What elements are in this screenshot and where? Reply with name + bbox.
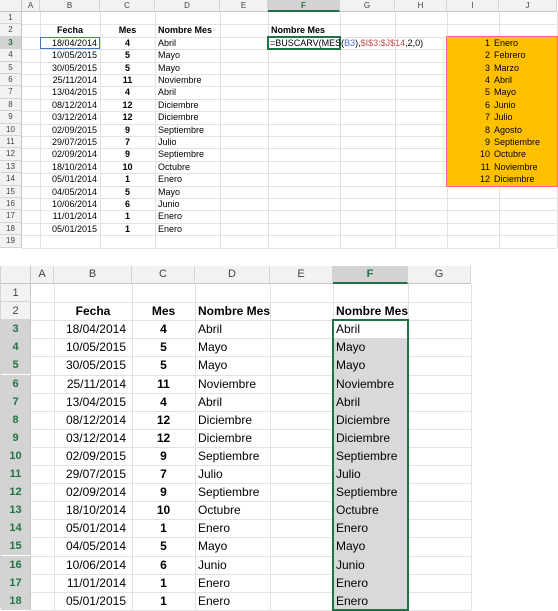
cell-fecha[interactable]: 04/05/2014 [51,186,97,197]
cell-fecha[interactable]: 10/06/2014 [65,557,126,572]
cell-mes[interactable]: 9 [160,448,167,463]
cell-mes[interactable]: 12 [156,412,171,427]
lookup-month-name[interactable]: Julio [494,112,513,123]
row-header-13[interactable]: 13 [1,501,31,519]
column-header-a[interactable]: A [22,0,40,12]
cell-nombre-mes[interactable]: Mayo [198,340,228,355]
cell-nombre-mes[interactable]: Diciembre [198,412,253,427]
cell-fecha[interactable]: 05/01/2015 [65,593,126,608]
lookup-month-number[interactable]: 10 [479,149,490,160]
lookup-month-name[interactable]: Marzo [494,62,520,73]
formula-part: $I$3:$J$14 [360,37,406,48]
header-nombre-mes[interactable]: Nombre Mes [198,304,271,319]
cell-nombre-mes[interactable]: Enero [158,174,183,185]
cell-mes[interactable]: 12 [156,430,171,445]
cell-fecha[interactable]: 08/12/2014 [51,99,97,110]
cell-mes[interactable]: 1 [160,521,167,536]
cell-nombre-mes[interactable]: Abril [198,322,223,337]
lookup-month-number[interactable]: 6 [484,99,490,110]
cell-nombre-mes[interactable]: Septiembre [158,124,205,135]
lookup-month-number[interactable]: 5 [484,87,490,98]
cell-fecha[interactable]: 04/05/2014 [65,539,126,554]
cell-fecha[interactable]: 13/04/2015 [65,394,126,409]
lookup-month-number[interactable]: 2 [484,50,490,61]
cell-fecha[interactable]: 11/01/2014 [52,211,97,222]
cell-fecha[interactable]: 03/12/2014 [65,430,126,445]
cell-result[interactable]: Septiembre [336,448,398,463]
cell-fecha[interactable]: 11/01/2014 [66,575,126,590]
row-header-16[interactable]: 16 [0,198,22,210]
column-header-g[interactable]: G [408,266,471,284]
cell-nombre-mes[interactable]: Enero [158,211,183,222]
column-header-d[interactable]: D [195,266,270,284]
cell-mes[interactable]: 9 [160,485,167,500]
lookup-month-number[interactable]: 9 [484,137,490,147]
row-header-18[interactable]: 18 [0,223,22,235]
cell-mes[interactable]: 12 [122,99,133,110]
cell-mes[interactable]: 5 [160,358,167,373]
row-header-5[interactable]: 5 [1,356,31,374]
gridline-vertical [100,12,101,248]
spreadsheet-result-view [0,266,471,608]
select-all-corner[interactable] [0,0,22,12]
cell-nombre-mes[interactable]: Julio [158,137,177,147]
gridline-vertical [155,12,156,248]
cell-nombre-mes[interactable]: Abril [198,394,223,409]
lookup-month-number[interactable]: 1 [484,37,490,48]
cell-fecha[interactable]: 29/07/2015 [65,467,126,481]
cell-fecha[interactable]: 10/05/2015 [51,50,97,61]
formula-part: ,2,0) [405,37,424,48]
cell-nombre-mes[interactable]: Noviembre [198,376,257,391]
cell-mes[interactable]: 1 [160,593,167,608]
cell-nombre-mes[interactable]: Septiembre [198,448,260,463]
row-header-4[interactable]: 4 [0,49,22,61]
header-mes[interactable]: Mes [151,304,176,319]
gridline-horizontal [22,235,557,236]
cell-fecha[interactable]: 08/12/2014 [65,412,126,427]
cell-result[interactable]: Diciembre [336,412,391,427]
cell-nombre-mes[interactable]: Abril [158,37,177,48]
column-header-b[interactable]: B [54,266,132,284]
cell-fecha[interactable]: 18/10/2014 [51,161,97,172]
cell-mes[interactable]: 1 [160,575,167,590]
cell-fecha[interactable]: 29/07/2015 [51,137,97,147]
row-header-12[interactable]: 12 [1,483,31,501]
row-header-7[interactable]: 7 [1,393,31,411]
header-fecha[interactable]: Fecha [75,304,111,319]
cell-nombre-mes[interactable]: Mayo [158,62,181,73]
row-header-1[interactable]: 1 [0,12,22,24]
row-header-15[interactable]: 15 [1,537,31,555]
lookup-month-number[interactable]: 8 [484,124,490,135]
formula-text[interactable] [270,37,423,49]
cell-nombre-mes[interactable]: Abril [158,87,177,98]
cell-mes[interactable]: 11 [157,376,170,391]
row-header-1[interactable]: 1 [1,284,31,302]
cell-result[interactable]: Mayo [336,539,366,554]
selected-range-f3-f18[interactable] [332,319,409,611]
lookup-month-name[interactable]: Febrero [494,50,526,61]
row-header-6[interactable]: 6 [0,74,22,86]
cell-mes[interactable]: 4 [160,322,167,337]
row-header-10[interactable]: 10 [1,447,31,465]
row-header-13[interactable]: 13 [0,161,22,173]
cell-mes[interactable]: 12 [122,112,133,123]
header-nombre-mes[interactable]: Nombre Mes [158,25,213,36]
cell-nombre-mes[interactable]: Octubre [158,161,191,172]
cell-fecha[interactable]: 18/04/2014 [51,37,97,48]
lookup-month-name[interactable]: Mayo [494,87,517,98]
cell-mes[interactable]: 6 [124,199,130,209]
row-header-11[interactable]: 11 [0,136,22,148]
cell-fecha[interactable]: 18/10/2014 [65,503,126,518]
row-header-18[interactable]: 18 [1,592,31,610]
cell-fecha[interactable]: 03/12/2014 [51,112,97,123]
cell-fecha[interactable]: 02/09/2015 [51,124,97,135]
cell-mes[interactable]: 4 [160,394,167,409]
cell-nombre-mes[interactable]: Septiembre [198,485,260,500]
lookup-month-name[interactable]: Noviembre [494,161,538,172]
cell-mes[interactable]: 1 [124,223,130,234]
row-header-15[interactable]: 15 [0,186,22,198]
cell-fecha[interactable]: 05/01/2014 [65,521,126,536]
column-header-f[interactable]: F [268,0,340,12]
cell-fecha[interactable]: 30/05/2015 [65,358,126,373]
cell-nombre-mes[interactable]: Mayo [158,186,181,197]
lookup-month-name[interactable]: Abril [494,75,513,85]
column-header-f[interactable]: F [333,266,408,284]
formula-part: B3 [344,37,356,48]
cell-fecha[interactable]: 25/11/2014 [66,376,126,391]
lookup-month-number[interactable]: 4 [484,75,490,85]
cell-fecha[interactable]: 02/09/2014 [51,149,97,160]
cell-result[interactable]: Enero [336,575,369,590]
row-header-2[interactable]: 2 [1,302,31,320]
row-header-11[interactable]: 11 [1,465,31,483]
header-nombre-mes-f[interactable]: Nombre Mes [271,25,326,36]
cell-nombre-mes[interactable]: Junio [198,557,227,572]
lookup-month-name[interactable]: Enero [494,37,519,48]
cell-nombre-mes[interactable]: Mayo [198,358,228,373]
row-header-3[interactable]: 3 [0,37,22,49]
cell-nombre-mes[interactable]: Mayo [198,539,228,554]
cell-result[interactable]: Enero [336,593,369,608]
row-header-17[interactable]: 17 [0,210,22,222]
cell-mes[interactable]: 10 [156,503,171,518]
cell-mes[interactable]: 9 [124,124,130,135]
cell-result[interactable]: Junio [336,557,365,572]
cell-mes[interactable]: 4 [124,87,130,98]
cell-mes[interactable]: 5 [160,539,167,554]
row-header-4[interactable]: 4 [1,338,31,356]
column-header-c[interactable]: C [100,0,155,12]
column-header-g[interactable]: G [340,0,395,12]
cell-nombre-mes[interactable]: Enero [198,521,231,536]
cell-result[interactable]: Mayo [336,358,366,373]
cell-nombre-mes[interactable]: Octubre [198,503,241,518]
cell-result[interactable]: Octubre [336,503,379,518]
column-header-c[interactable]: C [132,266,195,284]
lookup-month-number[interactable]: 11 [480,161,490,172]
lookup-month-name[interactable]: Junio [494,99,516,110]
cell-fecha[interactable]: 02/09/2014 [65,485,126,500]
spreadsheet-formula-view [0,0,541,258]
cell-fecha[interactable]: 10/05/2015 [65,340,126,355]
cell-nombre-mes[interactable]: Enero [198,593,231,608]
row-header-9[interactable]: 9 [1,429,31,447]
cell-mes[interactable]: 5 [124,186,130,197]
row-header-2[interactable]: 2 [0,24,22,36]
cell-fecha[interactable]: 02/09/2015 [65,448,126,463]
cell-nombre-mes[interactable]: Julio [198,467,223,481]
cell-result[interactable]: Diciembre [336,430,391,445]
cell-fecha[interactable]: 13/04/2015 [51,87,97,98]
cell-mes[interactable]: 7 [124,137,130,147]
cell-mes[interactable]: 6 [160,557,167,572]
cell-fecha[interactable]: 05/01/2014 [51,174,97,185]
cell-nombre-mes[interactable]: Diciembre [158,99,199,110]
lookup-month-name[interactable]: Diciembre [494,174,535,185]
lookup-month-name[interactable]: Agosto [494,124,523,135]
column-header-e[interactable]: E [270,266,333,284]
cell-nombre-mes[interactable]: Diciembre [198,430,253,445]
gridline-horizontal [22,248,557,249]
lookup-month-name[interactable]: Octubre [494,149,527,160]
select-all-corner[interactable] [1,266,31,284]
row-header-14[interactable]: 14 [1,519,31,537]
cell-nombre-mes[interactable]: Junio [158,199,180,209]
cell-result[interactable]: Mayo [336,340,366,355]
formula-part: ), [355,37,361,48]
row-header-17[interactable]: 17 [1,574,31,592]
row-header-14[interactable]: 14 [0,173,22,185]
cell-fecha[interactable]: 30/05/2015 [51,62,97,73]
row-header-3[interactable]: 3 [1,320,31,338]
cell-nombre-mes[interactable]: Noviembre [158,75,202,85]
header-fecha[interactable]: Fecha [56,25,83,36]
row-header-5[interactable]: 5 [0,62,22,74]
lookup-month-number[interactable]: 7 [484,112,490,123]
cell-result[interactable]: Noviembre [336,376,395,391]
formula-part: =BUSCARV(MES( [270,37,345,48]
gridline-vertical [471,284,472,610]
cell-mes[interactable]: 1 [124,174,130,185]
gridline-vertical [220,12,221,248]
header-mes[interactable]: Mes [118,25,137,36]
cell-result[interactable]: Julio [336,467,361,481]
row-header-16[interactable]: 16 [1,556,31,574]
cell-mes[interactable]: 5 [124,50,130,61]
row-header-9[interactable]: 9 [0,111,22,123]
column-header-d[interactable]: D [155,0,220,12]
column-header-a[interactable]: A [31,266,54,284]
cell-result[interactable]: Septiembre [336,485,398,500]
row-header-12[interactable]: 12 [0,148,22,160]
cell-mes[interactable]: 9 [124,149,130,160]
cell-result[interactable]: Abril [336,322,361,337]
column-header-e[interactable]: E [220,0,268,12]
cell-fecha[interactable]: 25/11/2014 [52,75,97,85]
cell-fecha[interactable]: 10/06/2014 [51,199,97,209]
lookup-month-name[interactable]: Septiembre [494,137,541,147]
cell-mes[interactable]: 7 [160,467,167,481]
column-header-i[interactable]: I [447,0,499,12]
cell-nombre-mes[interactable]: Septiembre [158,149,205,160]
formula-reference-b3 [40,37,100,49]
cell-result[interactable]: Abril [336,394,361,409]
column-header-h[interactable]: H [395,0,447,12]
row-header-6[interactable]: 6 [1,375,31,393]
column-header-j[interactable]: J [499,0,557,12]
lookup-month-number[interactable]: 12 [479,174,490,185]
cell-result[interactable]: Enero [336,521,369,536]
cell-nombre-mes[interactable]: Diciembre [158,112,199,123]
cell-fecha[interactable]: 05/01/2015 [51,223,97,234]
header-nombre-mes-f[interactable]: Nombre Mes [336,304,409,319]
cell-nombre-mes[interactable]: Enero [158,223,183,234]
row-header-8[interactable]: 8 [1,411,31,429]
cell-nombre-mes[interactable]: Enero [198,575,231,590]
row-header-10[interactable]: 10 [0,124,22,136]
cell-mes[interactable]: 11 [122,75,133,85]
cell-mes[interactable]: 5 [160,340,167,355]
cell-fecha[interactable]: 18/04/2014 [65,322,126,337]
row-header-8[interactable]: 8 [0,99,22,111]
cell-nombre-mes[interactable]: Mayo [158,50,181,61]
cell-mes[interactable]: 5 [124,62,130,73]
cell-mes[interactable]: 10 [122,161,133,172]
lookup-month-number[interactable]: 3 [484,62,490,73]
row-header-19[interactable]: 19 [0,235,22,247]
column-header-b[interactable]: B [40,0,100,12]
cell-mes[interactable]: 4 [124,37,130,48]
cell-mes[interactable]: 1 [124,211,130,222]
row-header-7[interactable]: 7 [0,86,22,98]
